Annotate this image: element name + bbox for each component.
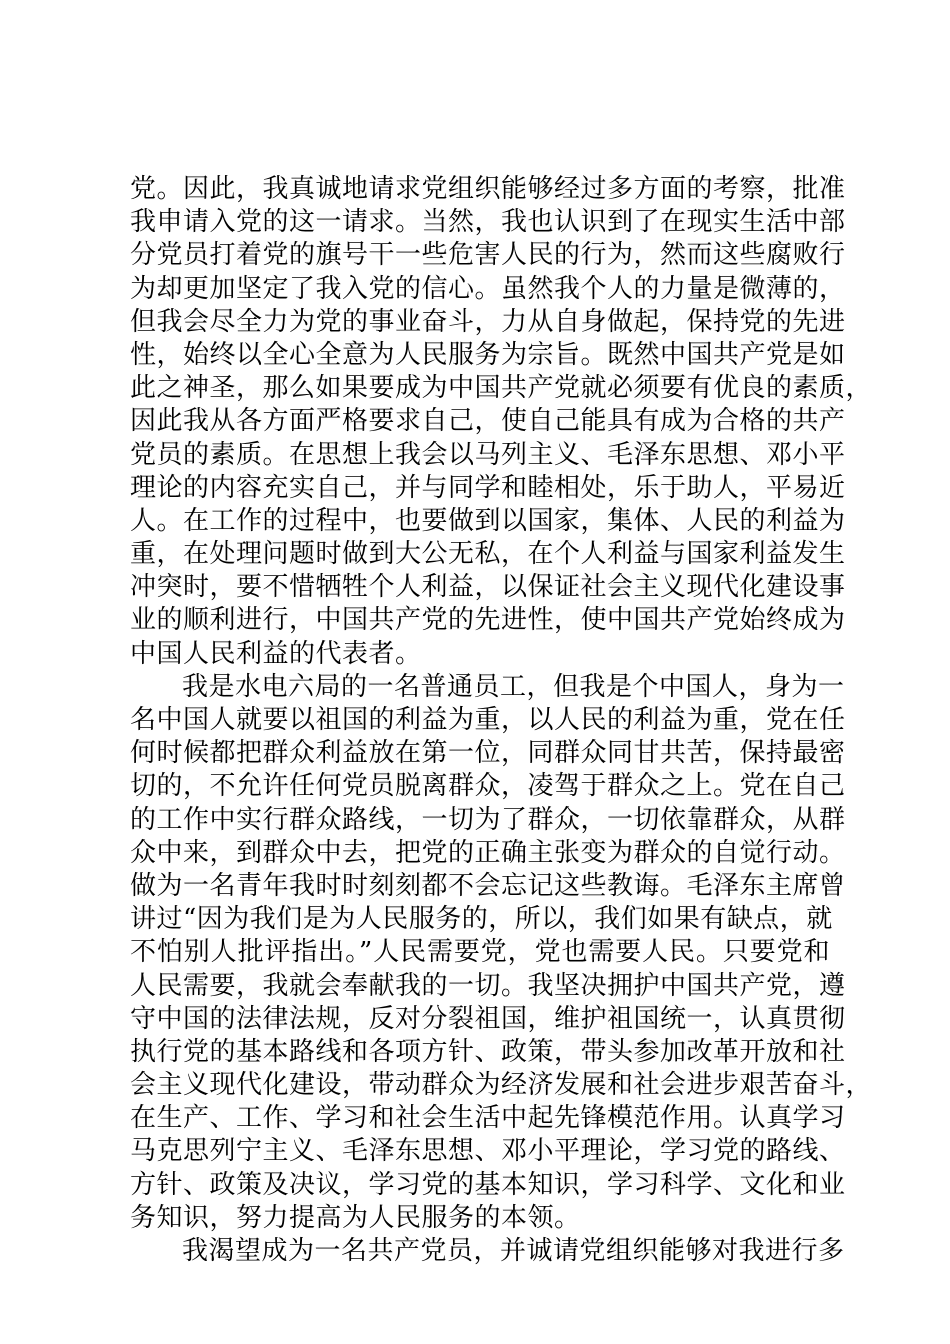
- text-line: 分党员打着党的旗号干一些危害人民的行为，然而这些腐败行: [130, 240, 846, 271]
- text-line: 性，始终以全心全意为人民服务为宗旨。既然中国共产党是如: [130, 339, 846, 370]
- paragraph-end-line: 务知识，努力提高为人民服务的本领。: [130, 1202, 581, 1233]
- paragraph-start-line: 我是水电六局的一名普通员工，但我是个中国人，身为一: [182, 671, 845, 702]
- text-line: 人。在工作的过程中，也要做到以国家，集体、人民的利益为: [130, 505, 846, 536]
- text-line: 做为一名青年我时时刻刻都不会忘记这些教诲。毛泽东主席曾: [130, 870, 846, 901]
- text-line: 人民需要，我就会奉献我的一切。我坚决拥护中国共产党，遵: [130, 970, 846, 1001]
- text-line: 因此我从各方面严格要求自己，使自己能具有成为合格的共产: [130, 406, 846, 437]
- text-line: 此之神圣，那么如果要成为中国共产党就必须要有优良的素质，: [130, 373, 873, 404]
- text-line: 但我会尽全力为党的事业奋斗，力从自身做起，保持党的先进: [130, 306, 846, 337]
- text-line: 守中国的法律法规，反对分裂祖国，维护祖国统一，认真贯彻: [130, 1003, 846, 1034]
- paragraph-start-line: 我渴望成为一名共产党员，并诚请党组织能够对我进行多: [182, 1236, 845, 1266]
- text-line: 会主义现代化建设，带动群众为经济发展和社会进步艰苦奋斗，: [130, 1070, 873, 1101]
- text-line: 马克思列宁主义、毛泽东思想、邓小平理论，学习党的路线、: [130, 1136, 846, 1167]
- text-line: 的工作中实行群众路线，一切为了群众，一切依靠群众，从群: [130, 804, 846, 835]
- paragraph-end-line: 中国人民利益的代表者。: [130, 638, 422, 669]
- text-line: 党。因此，我真诚地请求党组织能够经过多方面的考察，批准: [130, 174, 846, 204]
- text-line: 党员的素质。在思想上我会以马列主义、毛泽东思想、邓小平: [130, 439, 846, 470]
- text-line: 业的顺利进行，中国共产党的先进性，使中国共产党始终成为: [130, 605, 846, 636]
- document-body: [130, 173, 873, 1268]
- text-line: 方针、政策及决议，学习党的基本知识，学习科学、文化和业: [130, 1169, 846, 1200]
- text-line: 在生产、工作、学习和社会生活中起先锋模范作用。认真学习: [130, 1103, 846, 1134]
- text-line: 讲过“因为我们是为人民服务的，所以，我们如果有缺点，就: [130, 904, 833, 935]
- text-line: 为却更加坚定了我入党的信心。虽然我个人的力量是微薄的，: [130, 273, 846, 304]
- text-line: 冲突时，要不惜牺牲个人利益，以保证社会主义现代化建设事: [130, 572, 846, 603]
- text-line: 切的，不允许任何党员脱离群众，凌驾于群众之上。党在自己: [130, 771, 846, 802]
- text-line: 我申请入党的这一请求。当然，我也认识到了在现实生活中部: [130, 207, 846, 238]
- text-line: 理论的内容充实自己，并与同学和睦相处，乐于助人，平易近: [130, 472, 846, 503]
- text-line: 执行党的基本路线和各项方针、政策，带头参加改革开放和社: [130, 1036, 846, 1067]
- text-line: 不怕别人批评指出。”人民需要党，党也需要人民。只要党和: [130, 937, 830, 968]
- text-line: 名中国人就要以祖国的利益为重，以人民的利益为重，党在任: [130, 705, 846, 735]
- text-line: 众中来，到群众中去，把党的正确主张变为群众的自觉行动。: [130, 837, 846, 868]
- text-line: 重，在处理问题时做到大公无私，在个人利益与国家利益发生: [130, 539, 846, 570]
- text-line: 何时候都把群众利益放在第一位，同群众同甘共苦，保持最密: [130, 738, 846, 769]
